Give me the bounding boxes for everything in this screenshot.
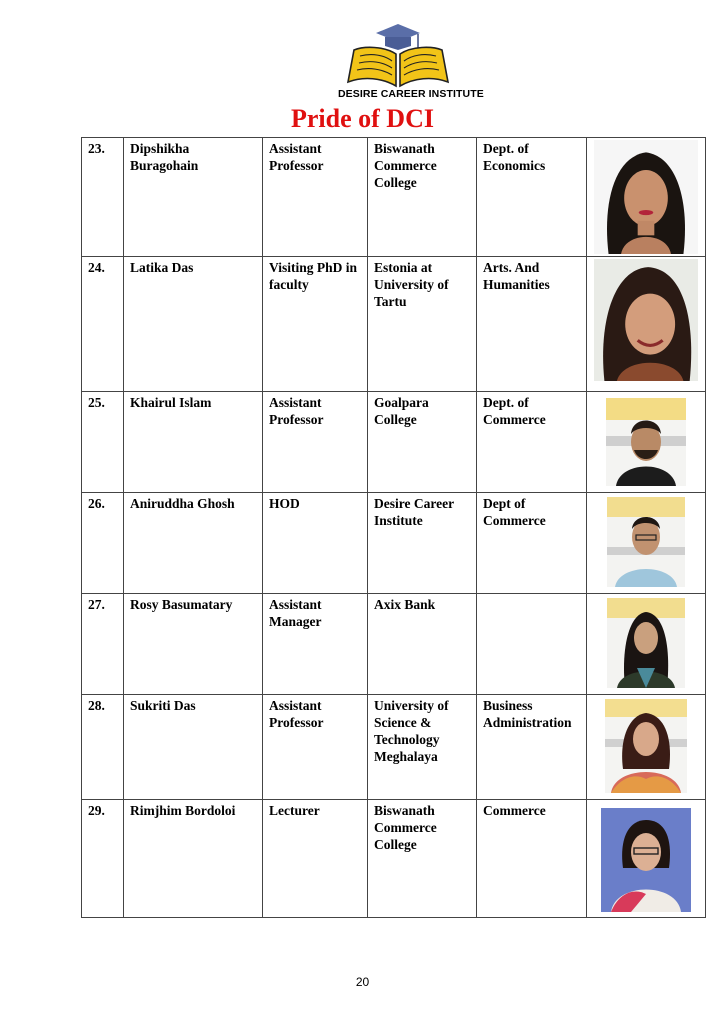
designation: HOD: [263, 493, 368, 594]
organization: Desire Career Institute: [368, 493, 477, 594]
photo-cell: [587, 594, 706, 695]
person-name: Latika Das: [124, 257, 263, 392]
person-name: Aniruddha Ghosh: [124, 493, 263, 594]
organization: Axix Bank: [368, 594, 477, 695]
designation: Assistant Professor: [263, 138, 368, 257]
designation: Assistant Professor: [263, 695, 368, 800]
table-row: [82, 392, 706, 493]
designation: Assistant Manager: [263, 594, 368, 695]
page-title: Pride of DCI: [291, 104, 434, 133]
person-name: Sukriti Das: [124, 695, 263, 800]
department: Dept of Commerce: [477, 493, 587, 594]
photo-cell: [587, 493, 706, 594]
serial-number: 27.: [82, 594, 124, 695]
photo-cell: [587, 800, 706, 918]
serial-number: 24.: [82, 257, 124, 392]
organization: Biswanath Commerce College: [368, 138, 477, 257]
department: Dept. of Commerce: [477, 392, 587, 493]
serial-number: 25.: [82, 392, 124, 493]
portrait-photo: [594, 140, 698, 254]
portrait-photo: [605, 699, 687, 793]
organization: Estonia at University of Tartu: [368, 257, 477, 392]
department: Commerce: [477, 800, 587, 918]
table-row: [82, 800, 706, 918]
photo-cell: [587, 257, 706, 392]
table-row: [82, 257, 706, 392]
photo-cell: [587, 695, 706, 800]
designation: Visiting PhD in faculty: [263, 257, 368, 392]
serial-number: 28.: [82, 695, 124, 800]
portrait-photo: [607, 598, 685, 688]
department: [477, 594, 587, 695]
table-row: [82, 695, 706, 800]
organization: University of Science & Technology Meghalaya: [368, 695, 477, 800]
alumni-table: [81, 137, 706, 918]
person-name: Rimjhim Bordoloi: [124, 800, 263, 918]
organization: Goalpara College: [368, 392, 477, 493]
portrait-photo: [601, 808, 691, 912]
graduation-book-icon: [338, 20, 458, 92]
table-row: [82, 138, 706, 257]
photo-cell: [587, 138, 706, 257]
logo-text: DESIRE CAREER INSTITUTE: [338, 88, 484, 100]
page-number: 20: [355, 975, 370, 989]
table-row: [82, 493, 706, 594]
department: Business Administration: [477, 695, 587, 800]
serial-number: 26.: [82, 493, 124, 594]
designation: Assistant Professor: [263, 392, 368, 493]
portrait-photo: [594, 259, 698, 381]
institute-logo: [338, 20, 484, 104]
person-name: Rosy Basumatary: [124, 594, 263, 695]
serial-number: 23.: [82, 138, 124, 257]
designation: Lecturer: [263, 800, 368, 918]
photo-cell: [587, 392, 706, 493]
portrait-photo: [606, 398, 686, 486]
department: Dept. of Economics: [477, 138, 587, 257]
table-row: [82, 594, 706, 695]
portrait-photo: [607, 497, 685, 587]
organization: Biswanath Commerce College: [368, 800, 477, 918]
person-name: Khairul Islam: [124, 392, 263, 493]
department: Arts. And Humanities: [477, 257, 587, 392]
serial-number: 29.: [82, 800, 124, 918]
person-name: Dipshikha Buragohain: [124, 138, 263, 257]
